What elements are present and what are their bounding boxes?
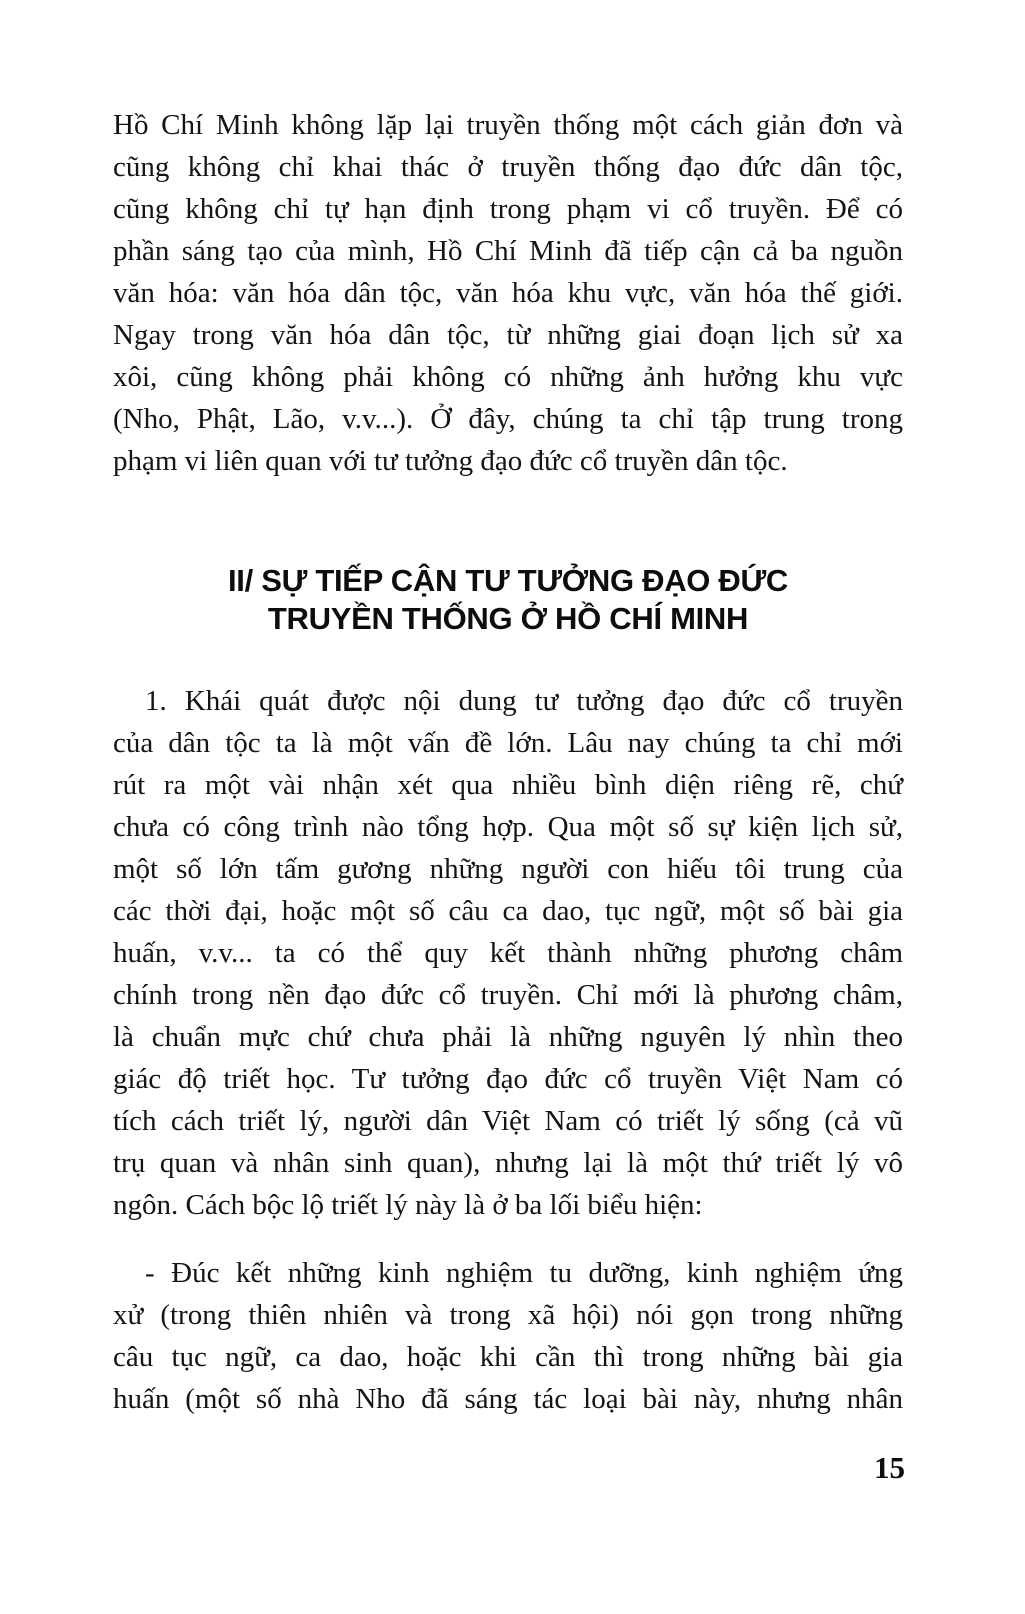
text-line: - Đúc kết những kinh nghiệm tu dưỡng, kinh nghiệm ứng — [145, 1257, 903, 1289]
text-line: trụ quan và nhân sinh quan), nhưng lại là một thứ triết lý vô — [113, 1147, 903, 1179]
text-line: một số lớn tấm gương những người con hiếu tôi trung của — [113, 853, 903, 885]
text-line: cũng không chỉ khai thác ở truyền thống đạo đức dân tộc, — [113, 151, 903, 183]
text-line: cũng không chỉ tự hạn định trong phạm vi cổ truyền. Để có — [113, 193, 903, 225]
text-line: huấn, v.v... ta có thể quy kết thành những phương châm — [113, 937, 903, 969]
text-line: xôi, cũng không phải không có những ảnh hưởng khu vực — [113, 361, 903, 393]
text-line: phạm vi liên quan với tư tưởng đạo đức cổ truyền dân tộc. — [113, 445, 788, 477]
text-line: tích cách triết lý, người dân Việt Nam có triết lý sống (cả vũ — [113, 1105, 903, 1137]
text-line: giác độ triết học. Tư tưởng đạo đức cổ truyền Việt Nam có — [113, 1063, 903, 1095]
text-block — [113, 104, 903, 1420]
paragraph-2 — [113, 680, 903, 1226]
text-line: là chuẩn mực chứ chưa phải là những nguyên lý nhìn theo — [113, 1021, 903, 1053]
text-line: 1. Khái quát được nội dung tư tưởng đạo đức cổ truyền — [145, 685, 903, 717]
text-line: xử (trong thiên nhiên và trong xã hội) nói gọn trong những — [113, 1299, 903, 1331]
text-line: phần sáng tạo của mình, Hồ Chí Minh đã tiếp cận cả ba nguồn — [113, 235, 903, 267]
text-line: các thời đại, hoặc một số câu ca dao, tục ngữ, một số bài gia — [113, 895, 903, 927]
paragraph-1 — [113, 104, 903, 482]
text-line: chưa có công trình nào tổng hợp. Qua một số sự kiện lịch sử, — [113, 811, 903, 843]
section-heading-line-2: TRUYỀN THỐNG Ở HỒ CHÍ MINH — [267, 601, 749, 636]
paragraph-3 — [113, 1252, 903, 1420]
text-line: huấn (một số nhà Nho đã sáng tác loại bài này, nhưng nhân — [113, 1383, 903, 1415]
text-line: câu tục ngữ, ca dao, hoặc khi cần thì trong những bài gia — [113, 1341, 903, 1373]
text-line: văn hóa: văn hóa dân tộc, văn hóa khu vực, văn hóa thế giới. — [113, 277, 903, 309]
text-line: rút ra một vài nhận xét qua nhiều bình diện riêng rẽ, chứ — [113, 769, 903, 801]
section-heading — [113, 562, 903, 638]
text-line: ngôn. Cách bộc lộ triết lý này là ở ba lối biểu hiện: — [113, 1189, 703, 1221]
text-line: Ngay trong văn hóa dân tộc, từ những giai đoạn lịch sử xa — [113, 319, 903, 351]
text-line: chính trong nền đạo đức cổ truyền. Chỉ mới là phương châm, — [113, 979, 903, 1011]
page-number: 15 — [874, 1450, 905, 1485]
text-line: (Nho, Phật, Lão, v.v...). Ở đây, chúng ta chỉ tập trung trong — [113, 403, 903, 435]
text-line: của dân tộc ta là một vấn đề lớn. Lâu nay chúng ta chỉ mới — [113, 727, 903, 759]
section-heading-line-1: II/ SỰ TIẾP CẬN TƯ TƯỞNG ĐẠO ĐỨC — [227, 563, 789, 598]
text-line: Hồ Chí Minh không lặp lại truyền thống một cách giản đơn và — [113, 109, 903, 141]
